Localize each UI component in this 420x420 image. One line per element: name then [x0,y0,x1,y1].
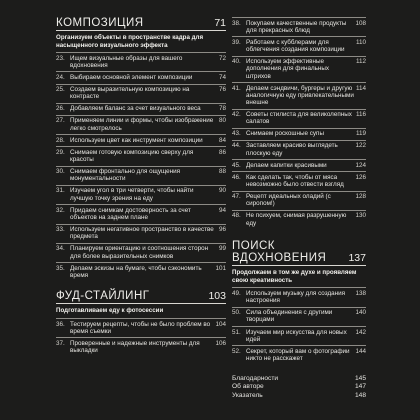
back-matter-title: Указатель [232,391,263,399]
entry-number: 31. [56,187,65,195]
entry-number: 41. [232,84,241,92]
section-subtitle: Организуем объекты в пространстве кадра для насыщенного визуального эффекта [56,34,204,49]
toc-entry [232,37,366,56]
left-column [56,17,226,357]
entry-title: Тестируем рецепты, чтобы не было проблем во время съемки [70,320,211,335]
entry-title: Рецепт идеальных оладий (с сиропом!) [246,193,331,208]
entry-page: 99 [218,245,226,253]
entry-title: Планируем ориентацию и соотношения сторон для более выразительных снимков [70,245,209,260]
toc-entry [232,287,366,307]
back-matter-entry [232,392,366,401]
entry-title: Применяем линии и формы, чтобы изображение легко смотрелось [70,117,214,132]
entry-title: Делаем капитки красивыми [246,161,327,169]
entry-number: 34. [56,245,65,253]
toc-entry [232,129,366,141]
toc-entry [56,116,226,135]
entry-number: 27. [56,117,65,125]
toc-list-food-styling-continued [232,17,366,229]
toc-entry [56,205,226,224]
entry-number: 36. [56,320,65,328]
entry-title: Сила объединения с другими творцами [246,309,333,324]
section-heading-composition [56,17,226,31]
entry-title: Не психуем, снимая разрушенную еду [246,212,347,227]
entry-title: Проверенные и надежные инструменты для выкладки [70,339,200,355]
toc-entry [56,244,226,263]
section-page: 71 [214,17,226,29]
toc-entry [232,141,366,160]
entry-page: 114 [355,84,366,92]
entry-number: 47. [232,193,241,201]
entry-title: Создаем выразительную композицию на контрасте [70,86,190,101]
section-heading-food-styling [56,290,226,304]
section-page: 137 [348,252,366,265]
back-matter-page: 145 [354,374,366,382]
toc-entry [56,263,226,281]
toc-entry [56,135,226,147]
entry-page: 88 [218,168,226,176]
entry-page: 96 [218,226,226,234]
entry-page: 80 [218,117,226,125]
entry-number: 42. [232,111,241,119]
entry-title: Заставляем красиво выглядеть плоскую еду [246,142,338,157]
entry-page: 128 [355,193,366,201]
toc-list-inspiration [232,287,366,364]
toc-entry [56,186,226,205]
entry-number: 51. [232,328,241,336]
entry-page: 76 [218,86,226,94]
entry-number: 37. [56,339,65,347]
back-matter-title: Об авторе [232,383,264,391]
entry-title: Используем цвет как инструмент композиции [70,136,203,144]
back-matter-page: 147 [354,383,366,391]
toc-entry [232,83,366,110]
entry-page: 124 [355,161,366,169]
entry-number: 46. [232,173,241,181]
entry-title: Делаем эскизы на бумаге, чтобы сэкономить время [70,264,202,279]
entry-page: 138 [355,289,366,297]
entry-title: Добавляем баланс за счет визуального веса [70,105,201,113]
entry-title: Советы стилиста для великолепных салатов [246,111,352,126]
entry-page: 119 [355,130,366,138]
entry-number: 28. [56,136,65,144]
entry-title: Изучаем мир искусства для новых идей [246,328,347,343]
entry-title: Как сделать так, чтобы от мяса невозможно было отвести взгляд [246,173,344,189]
toc-entry [56,104,226,116]
back-matter [232,375,366,401]
section-title: КОМПОЗИЦИЯ [56,17,144,29]
entry-number: 49. [232,289,241,297]
entry-title: Ищем визуальные образы для вашего вдохновения [70,54,183,69]
entry-number: 25. [56,86,65,94]
entry-page: 144 [355,347,366,355]
section-title: ПОИСК ВДОХНОВЕНИЯ [232,240,327,265]
entry-number: 50. [232,309,241,317]
entry-page: 106 [215,339,226,347]
entry-title: Используем негативное пространство в качестве предмета [70,226,214,241]
entry-title: Покупаем качественные продукты для прекрасных блюд [246,19,347,34]
toc-entry [232,110,366,129]
entry-number: 40. [232,58,241,66]
entry-title: Делаем сэндвичи, бургеры и другую аналогичную еду привлекательными внешне [246,84,354,106]
entry-page: 108 [355,19,366,27]
back-matter-title: Благодарности [232,374,279,382]
entry-title: Изучаем угол в три четверти, чтобы найти лучшую точку зрения на еду [70,187,194,202]
entry-page: 104 [215,320,226,328]
entry-number: 48. [232,212,241,220]
entry-title: Используем эффективные дополнения для финальных штрихов [246,58,330,80]
back-matter-page: 148 [354,391,366,399]
entry-page: 78 [218,105,226,113]
toc-entry [56,147,226,166]
toc-entry [232,57,366,84]
section-title: ФУД-СТАЙЛИНГ [56,290,150,303]
entry-page: 72 [218,54,226,62]
entry-page: 90 [218,187,226,195]
entry-page: 140 [355,309,366,317]
entry-page: 110 [355,38,366,46]
entry-number: 52. [232,347,241,355]
entry-page: 101 [215,264,226,272]
toc-list-food-styling [56,318,226,357]
entry-page: 116 [355,111,366,119]
entry-number: 26. [56,105,65,113]
toc-entry [232,308,366,327]
entry-number: 38. [232,19,241,27]
entry-number: 32. [56,206,65,214]
section-subtitle: Продолжаем в том же духе и проявляем свою креативность [232,269,357,284]
entry-title: Снимаем фронтально для ощущения монументальности [70,168,181,183]
toc-entry [232,346,366,364]
toc-entry [56,52,226,72]
entry-number: 35. [56,264,65,272]
entry-number: 30. [56,168,65,176]
entry-number: 45. [232,161,241,169]
entry-page: 74 [218,73,226,81]
entry-number: 33. [56,226,65,234]
entry-title: Снимаем готовую композицию сверху для красоты [70,148,194,164]
entry-number: 23. [56,54,65,62]
entry-page: 126 [355,173,366,181]
entry-page: 84 [218,136,226,144]
entry-number: 24. [56,73,65,81]
back-matter-entry [232,375,366,384]
section-subtitle: Подготавливаем еду к фотосессии [56,307,164,315]
entry-title: Работаем с кубблерами для облегчения создания композиции [246,38,345,53]
entry-title: Снимаем роскошные супы [246,130,324,138]
entry-page: 142 [355,328,366,336]
entry-title: Секрет, который вам о фотографии никто не расскажет [246,347,350,363]
toc-entry [56,225,226,244]
entry-page: 112 [355,58,366,66]
toc-entry [232,192,366,211]
entry-page: 130 [355,212,366,220]
toc-entry [232,160,366,172]
right-column [232,17,366,400]
toc-list-composition [56,52,226,281]
toc-entry [232,172,366,191]
entry-page: 122 [355,142,366,150]
section-page: 103 [208,290,226,303]
entry-title: Используем музыку для создания настроения [246,289,346,305]
entry-page: 94 [218,206,226,214]
entry-number: 43. [232,130,241,138]
toc-entry [56,72,226,84]
toc-entry [56,338,226,356]
entry-number: 29. [56,148,65,156]
entry-number: 44. [232,142,241,150]
entry-page: 86 [218,148,226,156]
section-heading-inspiration [232,240,366,266]
toc-entry [232,211,366,229]
toc-entry [56,167,226,186]
back-matter-entry [232,383,366,392]
entry-title: Выбираем основной элемент композиции [70,73,193,81]
toc-entry [232,327,366,346]
toc-entry [56,85,226,104]
toc-entry [56,318,226,338]
entry-number: 39. [232,38,241,46]
entry-title: Придаем снимкам достоверность за счет объектов на заднем плане [70,206,191,221]
toc-entry [232,17,366,37]
